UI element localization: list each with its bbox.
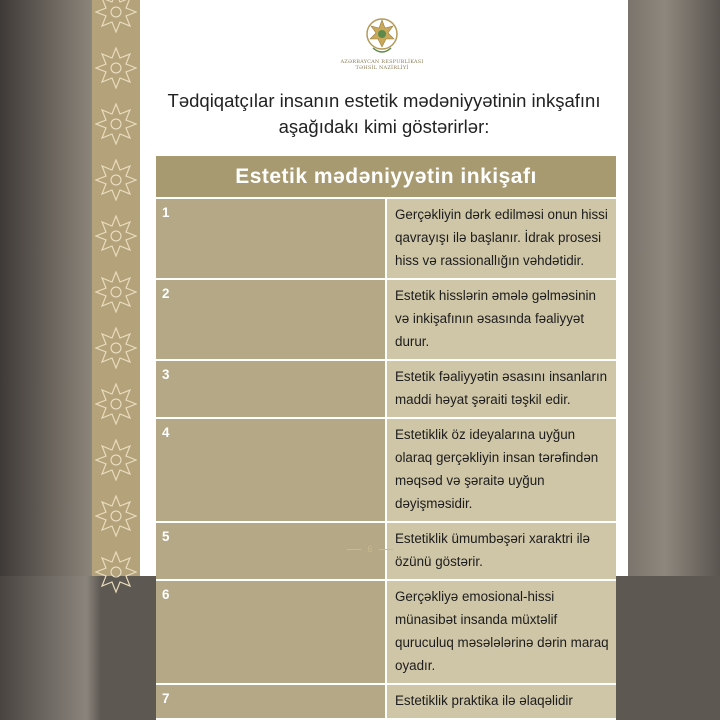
heading-line-1: Tədqiqatçılar insanın estetik mədəniyyətinin inkşafını [167, 90, 601, 111]
table-row [156, 580, 616, 684]
ministry-label [332, 59, 432, 71]
row-number: 4 [156, 418, 386, 522]
video-background-right [628, 0, 720, 576]
decorative-ornament-border [92, 0, 140, 576]
ministry-line-1: AZƏRBAYCAN RESPUBLİKASI [340, 59, 424, 65]
row-text: Estetik fəaliyyətin əsasını insanların maddi həyat şəraiti təşkil edir. [386, 360, 616, 418]
heading-line-2: aşağıdakı kimi göstərirlər: [278, 116, 490, 137]
row-text: Gerçəkliyə emosional-hissi münasibət insanda müxtəlif quruculuq məsələlərinə dərin maraq oyadır. [386, 580, 616, 684]
page-number [340, 544, 400, 554]
row-text: Estetiklik ümumbəşəri xaraktri ilə özünü göstərir. [386, 522, 616, 580]
row-text: Estetiklik öz ideyalarına uyğun olaraq gerçəkliyin insan tərəfindən məqsəd və şəraitə uyğun dəyişməsidir. [386, 418, 616, 522]
page-number-rule-right [379, 549, 393, 550]
table-row [156, 279, 616, 360]
presentation-slide [92, 0, 628, 708]
table-row [156, 198, 616, 279]
row-text: Estetiklik praktika ilə əlaqəlidir [386, 684, 616, 719]
row-number: 6 [156, 580, 386, 684]
ornament-pattern-icon [92, 0, 140, 576]
video-background-left [0, 0, 92, 576]
table-title: Estetik mədəniyyətin inkişafı [156, 156, 616, 198]
row-number: 5 [156, 522, 386, 580]
row-number: 2 [156, 279, 386, 360]
table-header-row [156, 156, 616, 198]
row-text: Gerçəkliyin dərk edilməsi onun hissi qavrayışı ilə başlanır. İdrak prosesi hiss və rassionallığın vəhdətidir. [386, 198, 616, 279]
table-row [156, 418, 616, 522]
aesthetic-culture-table [156, 156, 616, 720]
table-row [156, 684, 616, 719]
page-number-rule-left [347, 549, 361, 550]
page-number-value: 6 [367, 544, 373, 554]
row-number: 3 [156, 360, 386, 418]
table-row [156, 360, 616, 418]
slide-heading [154, 88, 614, 140]
row-number: 7 [156, 684, 386, 719]
state-emblem-icon [364, 14, 400, 58]
row-text: Estetik hisslərin əmələ gəlməsinin və inkişafının əsasında fəaliyyət durur. [386, 279, 616, 360]
row-number: 1 [156, 198, 386, 279]
ministry-line-2: TƏHSİL NAZİRLİYİ [355, 65, 409, 71]
